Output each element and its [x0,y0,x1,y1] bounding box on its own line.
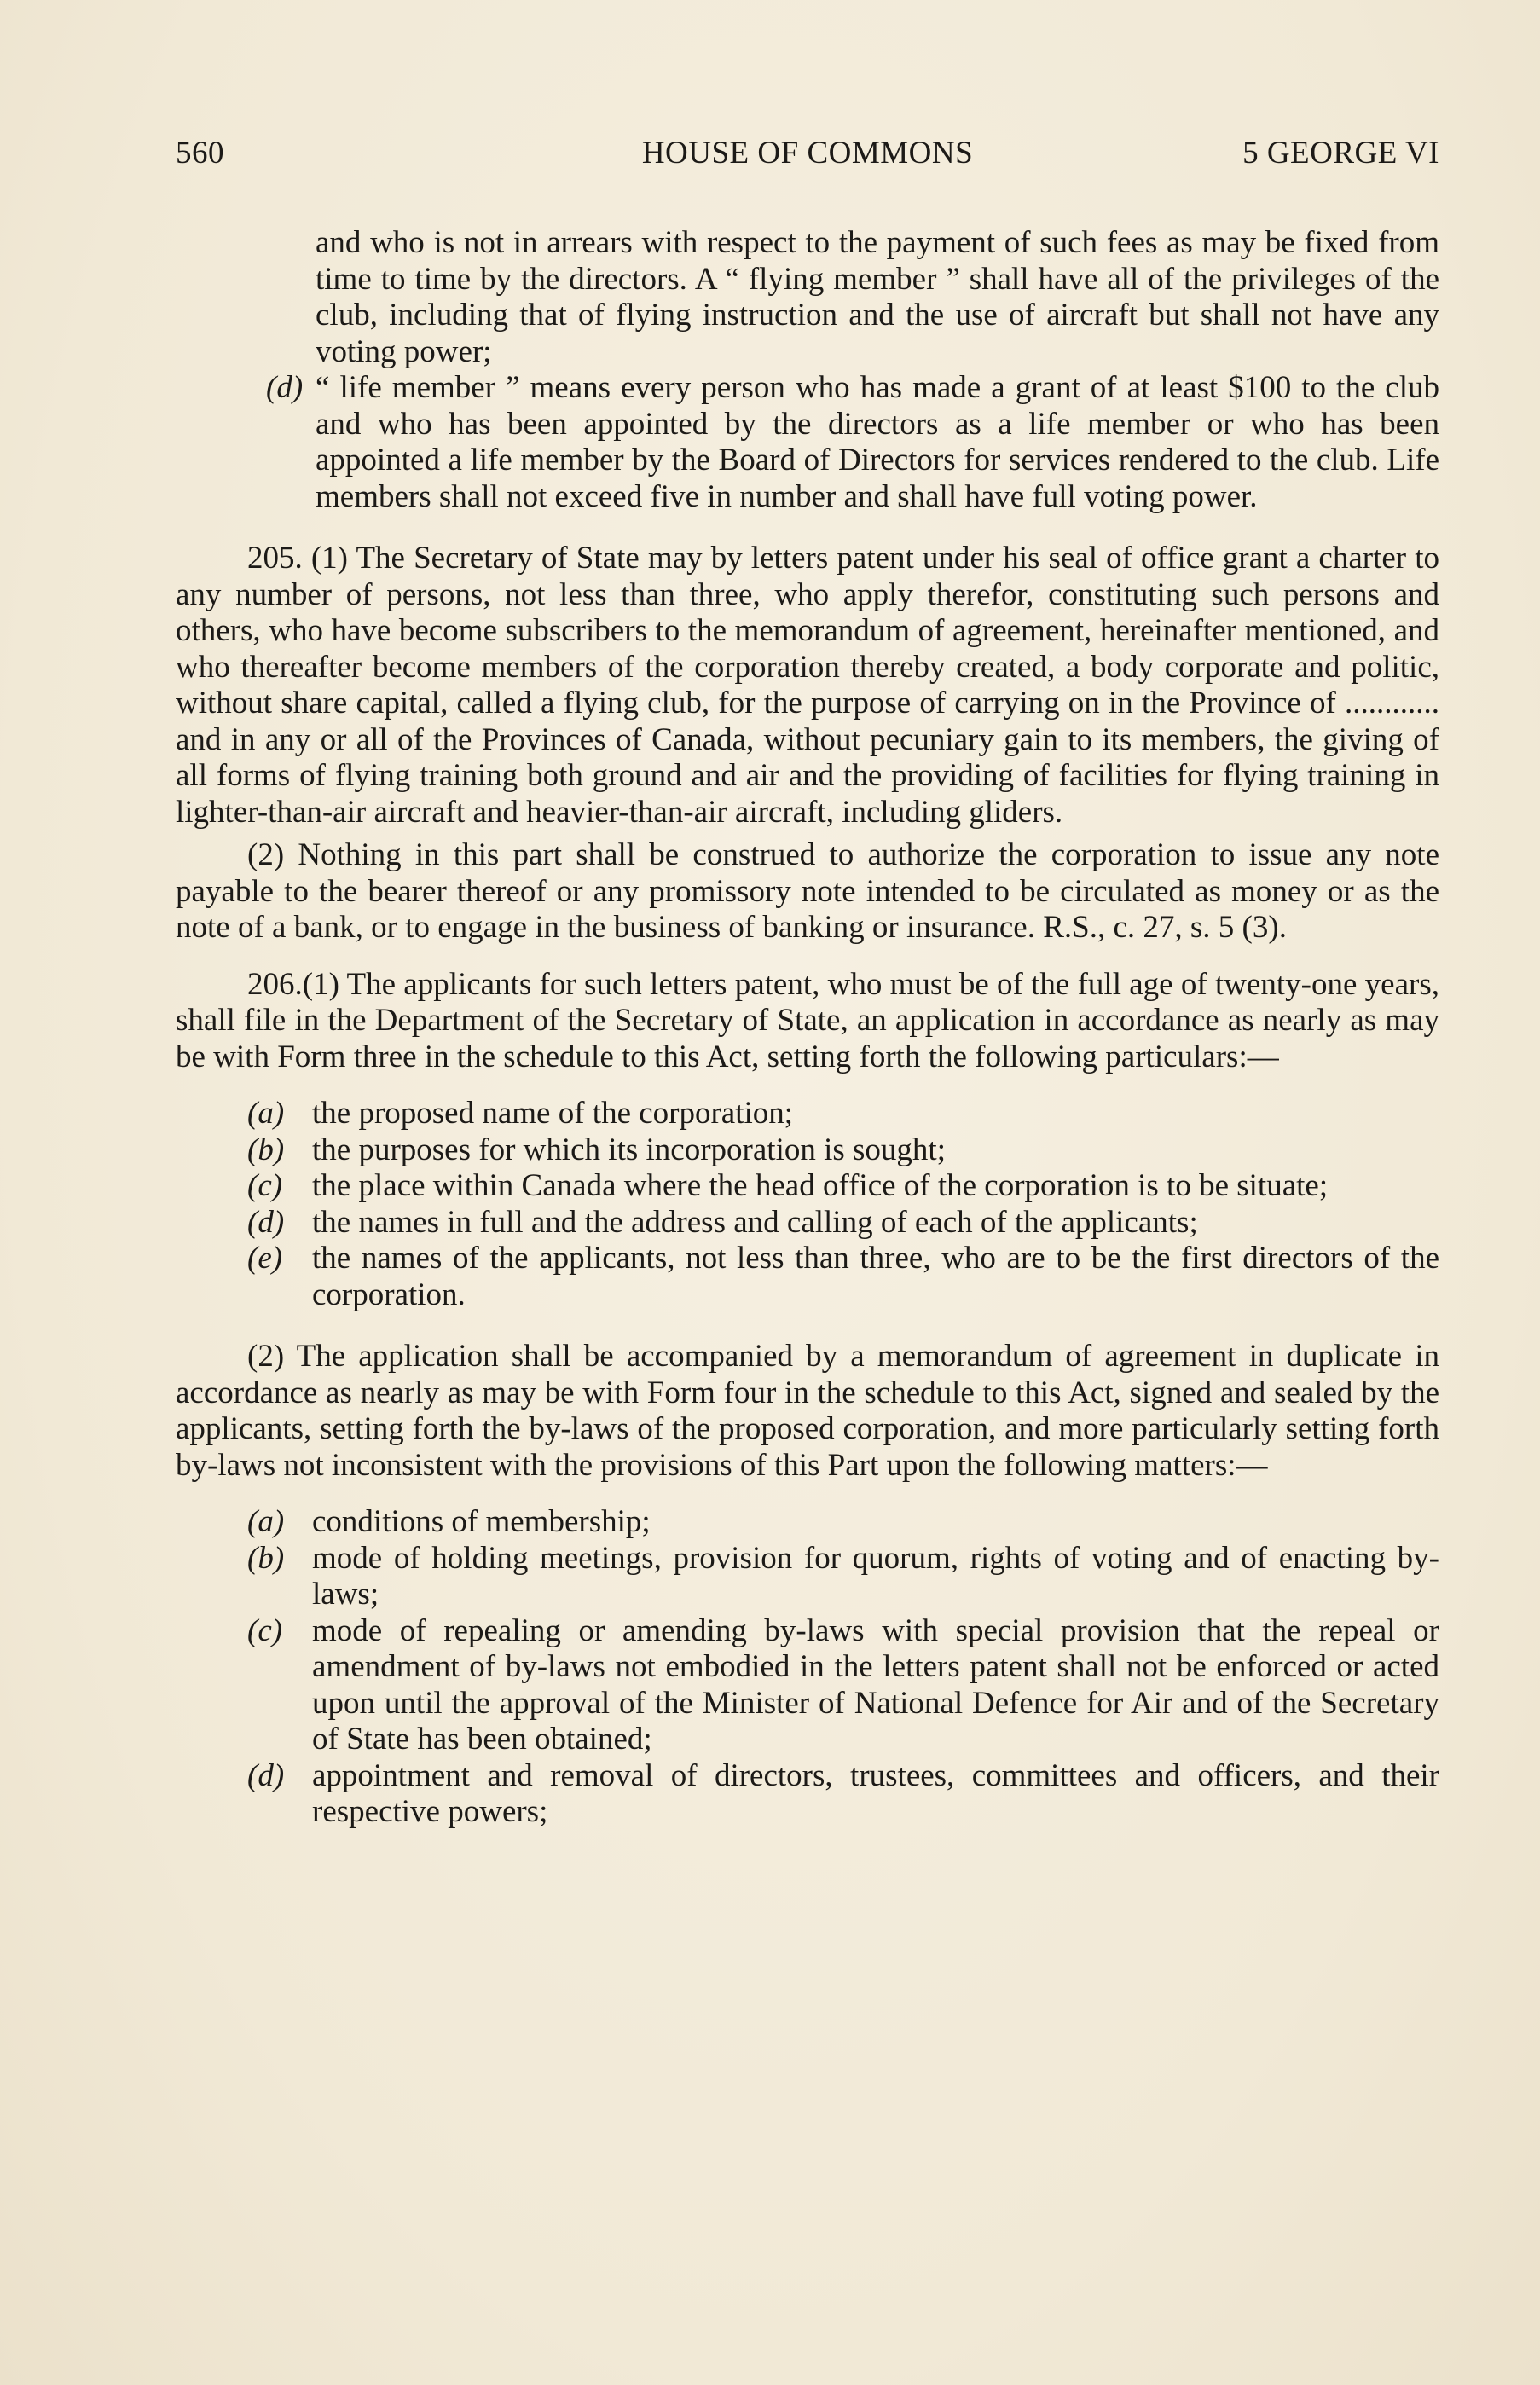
page-header [176,135,1439,177]
section-206-1-list [176,1096,1439,1313]
list-item [176,1758,1439,1831]
item-text: the names in full and the address and calling of each of the applicants; [312,1204,1198,1240]
item-label: (a) [247,1504,285,1539]
page-body [176,225,1439,1831]
item-text: mode of repealing or amending by-laws with special provision that the repeal or amendment of by-laws not embodied in the letters patent shall not be enforced or acted upon until the approval of the Minister of National Defence for Air and of the Secretary of State has been obtained; [312,1612,1439,1757]
list-item [176,1504,1439,1541]
list-item [176,1205,1439,1242]
item-label: (b) [247,1540,285,1576]
list-item [176,1241,1439,1313]
list-item [176,1132,1439,1169]
item-text: appointment and removal of directors, trustees, committees and officers, and their respective powers; [312,1757,1439,1829]
section-206-2: (2) The application shall be accompanied by a memorandum of agreement in duplicate in accordance as nearly as may be with Form four in the schedule to this Act, signed and sealed by the applicants, setting forth the by-laws of the proposed corporation, and more particularly setting forth by-laws not inconsistent with the provisions of this Part upon the following matters:— [176,1339,1439,1483]
item-text: the names of the applicants, not less than three, who are to be the first directors of the corporation. [312,1241,1439,1312]
section-205-2: (2) Nothing in this part shall be construed to authorize the corporation to issue any note payable to the bearer thereof or any promissory note intended to be circulated as money or as the note of a bank, or to engage in the business of banking or insurance. R.S., c. 27, s. 5 (3). [176,837,1439,945]
list-item [176,1541,1439,1613]
list-item [176,370,1439,515]
item-label: (a) [247,1096,285,1131]
item-text: mode of holding meetings, provision for quorum, rights of voting and of enacting by-laws; [312,1540,1439,1612]
item-text: the purposes for which its incorporation is sought; [312,1132,946,1167]
page-number: 560 [176,136,224,171]
item-text: the place within Canada where the head office of the corporation is to be situate; [312,1168,1329,1203]
item-text: conditions of membership; [312,1504,651,1539]
list-item [176,1096,1439,1132]
item-label: (d) [266,370,304,405]
continuation-paragraph: and who is not in arrears with respect to the payment of such fees as may be fixed from time to time by the directors. A “ flying member ” shall have all of the privileges of the club, including that of flying instruction and the use of aircraft but shall not have any voting power; [316,225,1439,369]
item-label: (c) [247,1612,283,1648]
item-label: (d) [247,1204,285,1240]
list-item [176,1613,1439,1758]
item-text: “ life member ” means every person who has made a grant of at least $100 to the club and who has been appointed by the directors as a life member or who has been appointed a life member by the Board of Directors for services rendered to the club. Life members shall not exceed five in number and shall have full voting power. [316,370,1439,514]
item-text: the proposed name of the corporation; [312,1096,794,1131]
item-label: (d) [247,1757,285,1793]
item-label: (e) [247,1241,283,1276]
running-title: HOUSE OF COMMONS [641,136,974,171]
list-item [176,1168,1439,1205]
section-206-2-list [176,1504,1439,1831]
section-206-1: 206.(1) The applicants for such letters patent, who must be of the full age of twenty-one years, shall file in the Department of the Secretary of State, an application in accordance as nearly as may be with Form three in the schedule to this Act, setting forth the following particulars:— [176,966,1439,1074]
session-label: 5 GEORGE VI [1242,136,1439,171]
item-label: (b) [247,1132,285,1167]
item-label: (c) [247,1168,283,1203]
section-205-1: 205. (1) The Secretary of State may by letters patent under his seal of office grant a charter to any number of persons, not less than three, who apply therefor, constituting such persons and others, who have become subscribers to the memorandum of agreement, hereinafter mentioned, and who thereafter become members of the corporation thereby created, a body corporate and politic, without share capital, called a flying club, for the purpose of carrying on in the Province of ............ and in any or all of the Provinces of Canada, without pecuniary gain to its members, the giving of all forms of flying training both ground and air and the providing of facilities for flying training in lighter-than-air aircraft and heavier-than-air aircraft, including gliders. [176,541,1439,830]
